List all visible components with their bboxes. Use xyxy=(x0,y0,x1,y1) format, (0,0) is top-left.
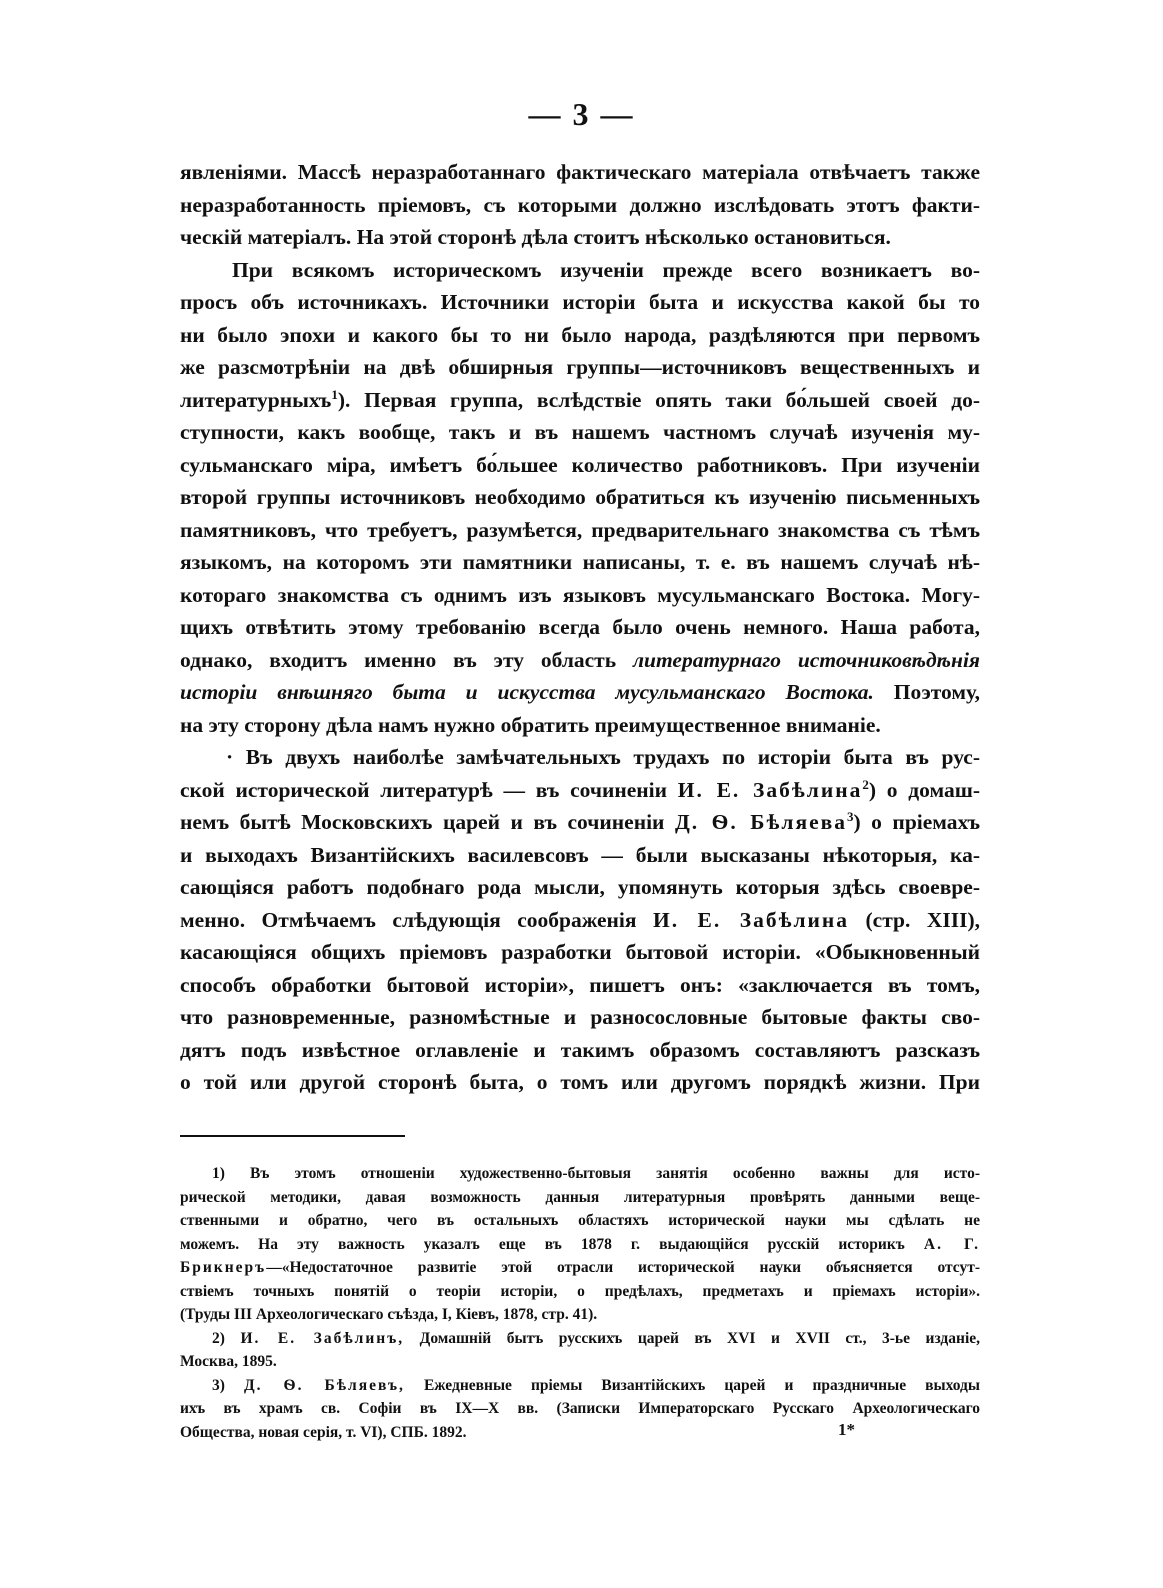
text-fragment: Поэтому, xyxy=(873,680,981,704)
text-line xyxy=(180,644,980,677)
text-line: · Въ двухъ наиболѣе замѣчательныхъ трудахъ по исторіи быта въ рус- xyxy=(226,745,980,769)
text-line: что разновременные, разномѣстные и разносословные бытовые факты сво- xyxy=(180,1005,980,1029)
footnote-line xyxy=(180,1233,980,1257)
text-line xyxy=(180,676,980,709)
footnote-line xyxy=(180,1256,980,1280)
footnote-line: ихъ въ храмъ св. Софіи въ IX—X вв. (Записки Императорскаго Русскаго Археологическаго xyxy=(180,1400,980,1417)
text-fragment: ) о домаш- xyxy=(868,777,981,802)
author-name: Д. Ѳ. Бѣляева xyxy=(674,810,847,834)
footnote-marker: 3 xyxy=(846,808,854,824)
footnote-marker: 2 xyxy=(862,776,869,792)
text-line: ни было эпохи и какого бы то ни было народа, раздѣляются при первомъ xyxy=(180,322,980,347)
footnote-divider xyxy=(180,1135,405,1137)
text-fragment: Ежедневные пріемы Византійскихъ царей и праздничные выходы xyxy=(404,1376,980,1394)
author-name: А. Г. xyxy=(923,1235,981,1253)
page-number: — 3 — xyxy=(528,96,635,132)
author-name: Брикнеръ xyxy=(180,1259,267,1276)
footnote-line: Москва, 1895. xyxy=(180,1353,277,1370)
author-name: И. Е. Забѣлинъ, xyxy=(240,1329,405,1347)
text-line: При всякомъ историческомъ изученіи прежде всего возникаетъ во- xyxy=(232,257,980,282)
text-fragment: менно. Отмѣчаемъ слѣдующія соображенія xyxy=(180,907,653,932)
text-line xyxy=(180,384,980,417)
text-line: и выходахъ Византійскихъ василевсовъ — были высказаны нѣкоторыя, ка- xyxy=(180,842,980,867)
main-text xyxy=(180,156,980,1099)
text-line: просъ объ источникахъ. Источники исторіи быта и искусства какой бы то xyxy=(180,290,980,314)
text-line: же разсмотрѣніи на двѣ обширныя группы—источниковъ вещественныхъ и xyxy=(180,355,980,379)
footnote-marker: 1 xyxy=(331,386,338,402)
text-line: неразработанность пріемовъ, съ которыми должно изслѣдовать этотъ факти- xyxy=(180,192,980,217)
text-fragment: ской исторической литературѣ — въ сочиненіи xyxy=(180,777,678,802)
author-name: Д. Ѳ. Бѣляевъ, xyxy=(243,1376,405,1394)
text-fragment: —«Недостаточное развитіе этой отрасли исторической науки объясняется отсут- xyxy=(266,1259,980,1276)
text-line: явленіями. Массѣ неразработаннаго фактическаго матеріала отвѣчаетъ также xyxy=(180,160,980,184)
footnote-line: Общества, новая серія, т. VI), СПБ. 1892. xyxy=(180,1423,467,1441)
footnotes xyxy=(180,1162,980,1444)
text-line: о той или другой сторонѣ быта, о томъ или другомъ порядкѣ жизни. При xyxy=(180,1070,980,1094)
text-line xyxy=(180,904,980,937)
footnote-line: 1) Въ этомъ отношеніи художественно-бытовыя занятія особенно важны для исто- xyxy=(212,1165,980,1182)
text-fragment: Домашній бытъ русскихъ царей въ XVI и XVII ст., 3-ье изданіе, xyxy=(404,1329,980,1347)
text-line: сающіяся работъ подобнаго рода мысли, упомянуть которыя здѣсь своевре- xyxy=(180,875,980,899)
text-line: языкомъ, на которомъ эти памятники написаны, т. е. въ нашемъ случаѣ нѣ- xyxy=(180,550,980,574)
text-line: котораго знакомства съ однимъ изъ языковъ мусульманскаго Востока. Могу- xyxy=(180,582,980,607)
text-fragment: немъ бытѣ Московскихъ царей и въ сочиненіи xyxy=(180,810,675,834)
text-line: щихъ отвѣтить этому требованію всегда было очень немного. Наша работа, xyxy=(180,615,980,639)
author-name: И. Е. Забѣлина xyxy=(677,777,863,802)
text-line: сульманскаго міра, имѣетъ бо́льшее количество работниковъ. При изученіи xyxy=(180,452,980,477)
text-fragment: ). Первая группа, вслѣдствіе опять таки бо́льшей своей до- xyxy=(337,387,980,412)
text-fragment: (стр. XIII), xyxy=(849,907,980,932)
footnote-line: рической методики, давая возможность данныя литературныя провѣрять данными веще- xyxy=(180,1188,980,1206)
text-line: на эту сторону дѣла намъ нужно обратить преимущественное вниманіе. xyxy=(180,712,881,737)
text-fragment: ) о пріемахъ xyxy=(853,810,981,834)
italic-text: литературнаго источниковѣдѣнія xyxy=(633,647,981,672)
italic-text: исторіи внѣшняго быта и искусства мусульманскаго Востока. xyxy=(180,680,874,704)
printer-signature-mark: 1* xyxy=(838,1420,855,1439)
text-line: ступности, какъ вообще, такъ и въ нашемъ частномъ случаѣ изученія му- xyxy=(180,420,980,444)
footnote-line xyxy=(180,1327,980,1351)
text-fragment: можемъ. На эту важность указалъ еще въ 1878 г. выдающійся русскій историкъ xyxy=(180,1235,924,1253)
text-line xyxy=(180,806,980,839)
text-line: касающіяся общихъ пріемовъ разработки бытовой исторіи. «Обыкновенный xyxy=(180,940,980,964)
text-fragment: 2) xyxy=(212,1329,241,1347)
text-fragment: 3) xyxy=(212,1376,244,1394)
text-fragment: литературныхъ xyxy=(180,387,332,412)
text-line: способъ обработки бытовой исторіи», пишетъ онъ: «заключается въ томъ, xyxy=(180,972,980,997)
footnote-line xyxy=(180,1374,980,1398)
author-name: И. Е. Забѣлина xyxy=(653,907,850,932)
footnote-line: (Труды III Археологическаго съѣзда, I, Кіевъ, 1878, стр. 41). xyxy=(180,1306,598,1323)
text-line: памятниковъ, что требуетъ, разумѣется, предварительнаго знакомства съ тѣмъ xyxy=(180,517,980,542)
footnote-line: ственными и обратно, чего въ остальныхъ областяхъ исторической науки мы сдѣлать не xyxy=(180,1212,980,1229)
footnote-line: ствіемъ точныхъ понятій о теоріи исторіи, о предѣлахъ, предметахъ и пріемахъ исторіи». xyxy=(180,1282,980,1300)
text-line: второй группы источниковъ необходимо обратиться къ изученію письменныхъ xyxy=(180,485,980,509)
text-line: дятъ подъ извѣстное оглавленіе и такимъ образомъ составляютъ разсказъ xyxy=(180,1037,980,1062)
text-line xyxy=(180,774,980,807)
text-line: ческій матеріалъ. На этой сторонѣ дѣла стоитъ нѣсколько остановиться. xyxy=(180,225,891,249)
text-fragment: однако, входитъ именно въ эту область xyxy=(180,647,633,672)
